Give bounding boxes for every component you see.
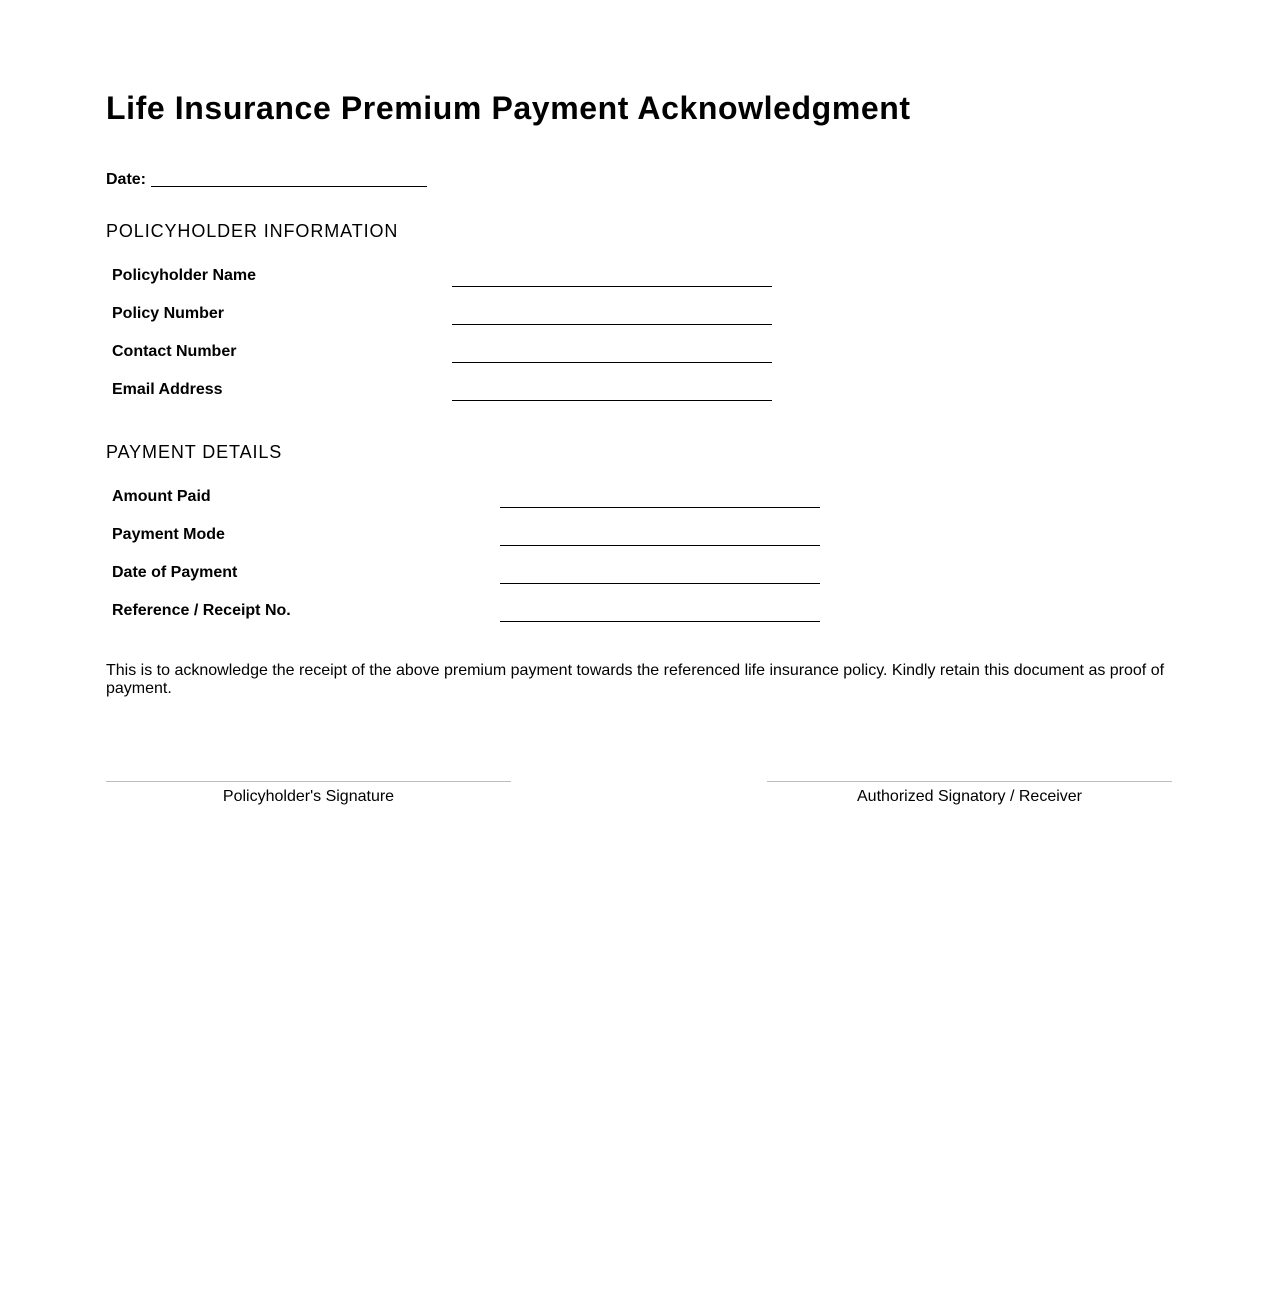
date-label: Date:	[106, 171, 147, 188]
email-address-row	[112, 381, 1112, 401]
policyholder-section-heading: POLICYHOLDER INFORMATION	[106, 221, 399, 241]
field-label: Contact Number	[112, 343, 237, 360]
field-label: Amount Paid	[112, 488, 211, 505]
field-label: Payment Mode	[112, 526, 225, 543]
date-field	[106, 170, 427, 189]
payment-section-heading: PAYMENT DETAILS	[106, 442, 283, 462]
field-label: Email Address	[112, 381, 223, 398]
reference-receipt-blank-line	[500, 621, 820, 622]
contact-number-row	[112, 343, 1112, 363]
acknowledgment-paragraph: This is to acknowledge the receipt of the above premium payment towards the referenced life insurance policy. Kindly retain this document as proof of payment.	[106, 662, 1165, 697]
signature-line	[106, 781, 511, 782]
field-label: Policyholder Name	[112, 267, 257, 284]
policyholder-name-row	[112, 267, 1112, 287]
field-label: Reference / Receipt No.	[112, 602, 291, 619]
date-of-payment-row	[112, 564, 1112, 584]
policy-number-blank-line	[452, 324, 772, 325]
document-title: Life Insurance Premium Payment Acknowledgment	[106, 90, 911, 126]
date-of-payment-blank-line	[500, 583, 820, 584]
field-label: Date of Payment	[112, 564, 238, 581]
signature-label: Authorized Signatory / Receiver	[857, 788, 1082, 805]
amount-paid-blank-line	[500, 507, 820, 508]
policyholder-signature-block	[106, 781, 511, 806]
signature-line	[767, 781, 1172, 782]
payment-mode-blank-line	[500, 545, 820, 546]
contact-number-blank-line	[452, 362, 772, 363]
reference-receipt-row	[112, 602, 1112, 622]
signature-label: Policyholder's Signature	[222, 788, 395, 805]
amount-paid-row	[112, 488, 1112, 508]
policyholder-name-blank-line	[452, 286, 772, 287]
email-address-blank-line	[452, 400, 772, 401]
policy-number-row	[112, 305, 1112, 325]
date-blank-line	[151, 170, 427, 187]
authorized-signatory-block	[767, 781, 1172, 806]
field-label: Policy Number	[112, 305, 225, 322]
payment-mode-row	[112, 526, 1112, 546]
